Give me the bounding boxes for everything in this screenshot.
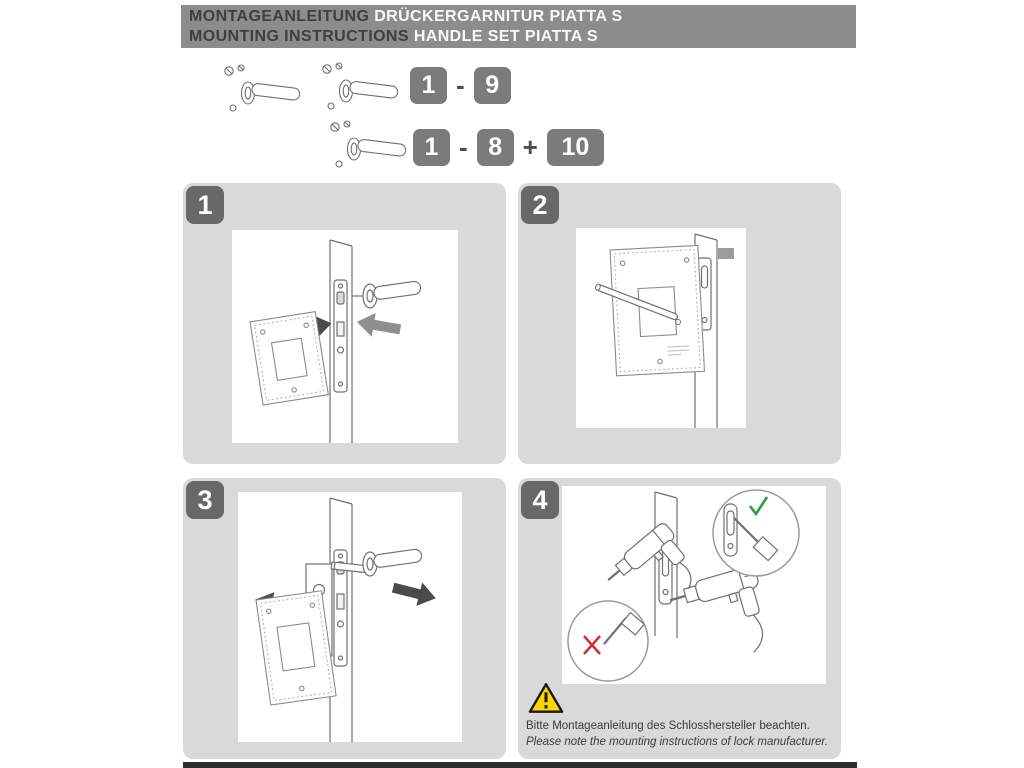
range-dash: - — [459, 132, 468, 162]
step-panel-4 — [518, 478, 841, 759]
step-panel-1 — [183, 183, 506, 464]
title-de-label: MONTAGEANLEITUNG — [189, 8, 370, 25]
step-2-diagram — [576, 228, 746, 428]
push-arrow-icon — [355, 310, 402, 341]
latch-keeper-icon — [718, 248, 734, 259]
step-badge: 1 — [410, 67, 447, 104]
step-number: 2 — [521, 186, 559, 224]
title-line-en — [189, 27, 856, 47]
step-3-diagram — [238, 492, 462, 742]
drill-icon — [667, 565, 777, 671]
step-2-illustration — [576, 228, 746, 428]
step-panel-3 — [183, 478, 506, 759]
step-number: 3 — [186, 481, 224, 519]
title-bar — [181, 5, 856, 48]
step-number: 1 — [186, 186, 224, 224]
wrong-drilling-inset — [568, 601, 648, 681]
step-badge: 9 — [474, 67, 511, 104]
step-3-illustration — [238, 492, 462, 742]
steps-range-standard — [410, 67, 511, 104]
drill-template-icon — [256, 591, 336, 705]
handle-set-icon-3 — [324, 118, 419, 178]
drill-template-icon — [250, 312, 328, 405]
step-badge: 10 — [547, 129, 604, 166]
correct-drilling-inset — [713, 490, 799, 576]
step-4-illustration — [562, 486, 826, 684]
step-panel-2 — [518, 183, 841, 464]
warning-text — [526, 718, 838, 750]
title-line-de — [189, 7, 856, 27]
handle-set-icon-2 — [316, 60, 411, 120]
warning-text-de: Bitte Montageanleitung des Schlosshersteller beachten. — [526, 720, 810, 732]
step-badge: 1 — [413, 129, 450, 166]
step-badge: 8 — [477, 129, 514, 166]
footer-bar — [183, 762, 857, 768]
warning-text-en: Please note the mounting instructions of lock manufacturer. — [526, 736, 828, 748]
title-en-label: MOUNTING INSTRUCTIONS — [189, 27, 409, 45]
range-plus: + — [522, 132, 538, 162]
remove-arrow-right-icon — [390, 576, 438, 610]
range-dash: - — [456, 70, 465, 100]
step-1-illustration — [232, 230, 458, 443]
handle-set-icon-1 — [218, 62, 313, 122]
title-de-product: DRÜCKERGARNITUR PIATTA S — [374, 8, 623, 25]
title-en-product: HANDLE SET PIATTA S — [413, 27, 599, 45]
step-number: 4 — [521, 481, 559, 519]
warning-triangle-icon — [528, 682, 564, 714]
steps-range-alternative — [413, 129, 604, 166]
step-4-diagram — [562, 486, 826, 684]
step-1-diagram — [232, 230, 458, 443]
